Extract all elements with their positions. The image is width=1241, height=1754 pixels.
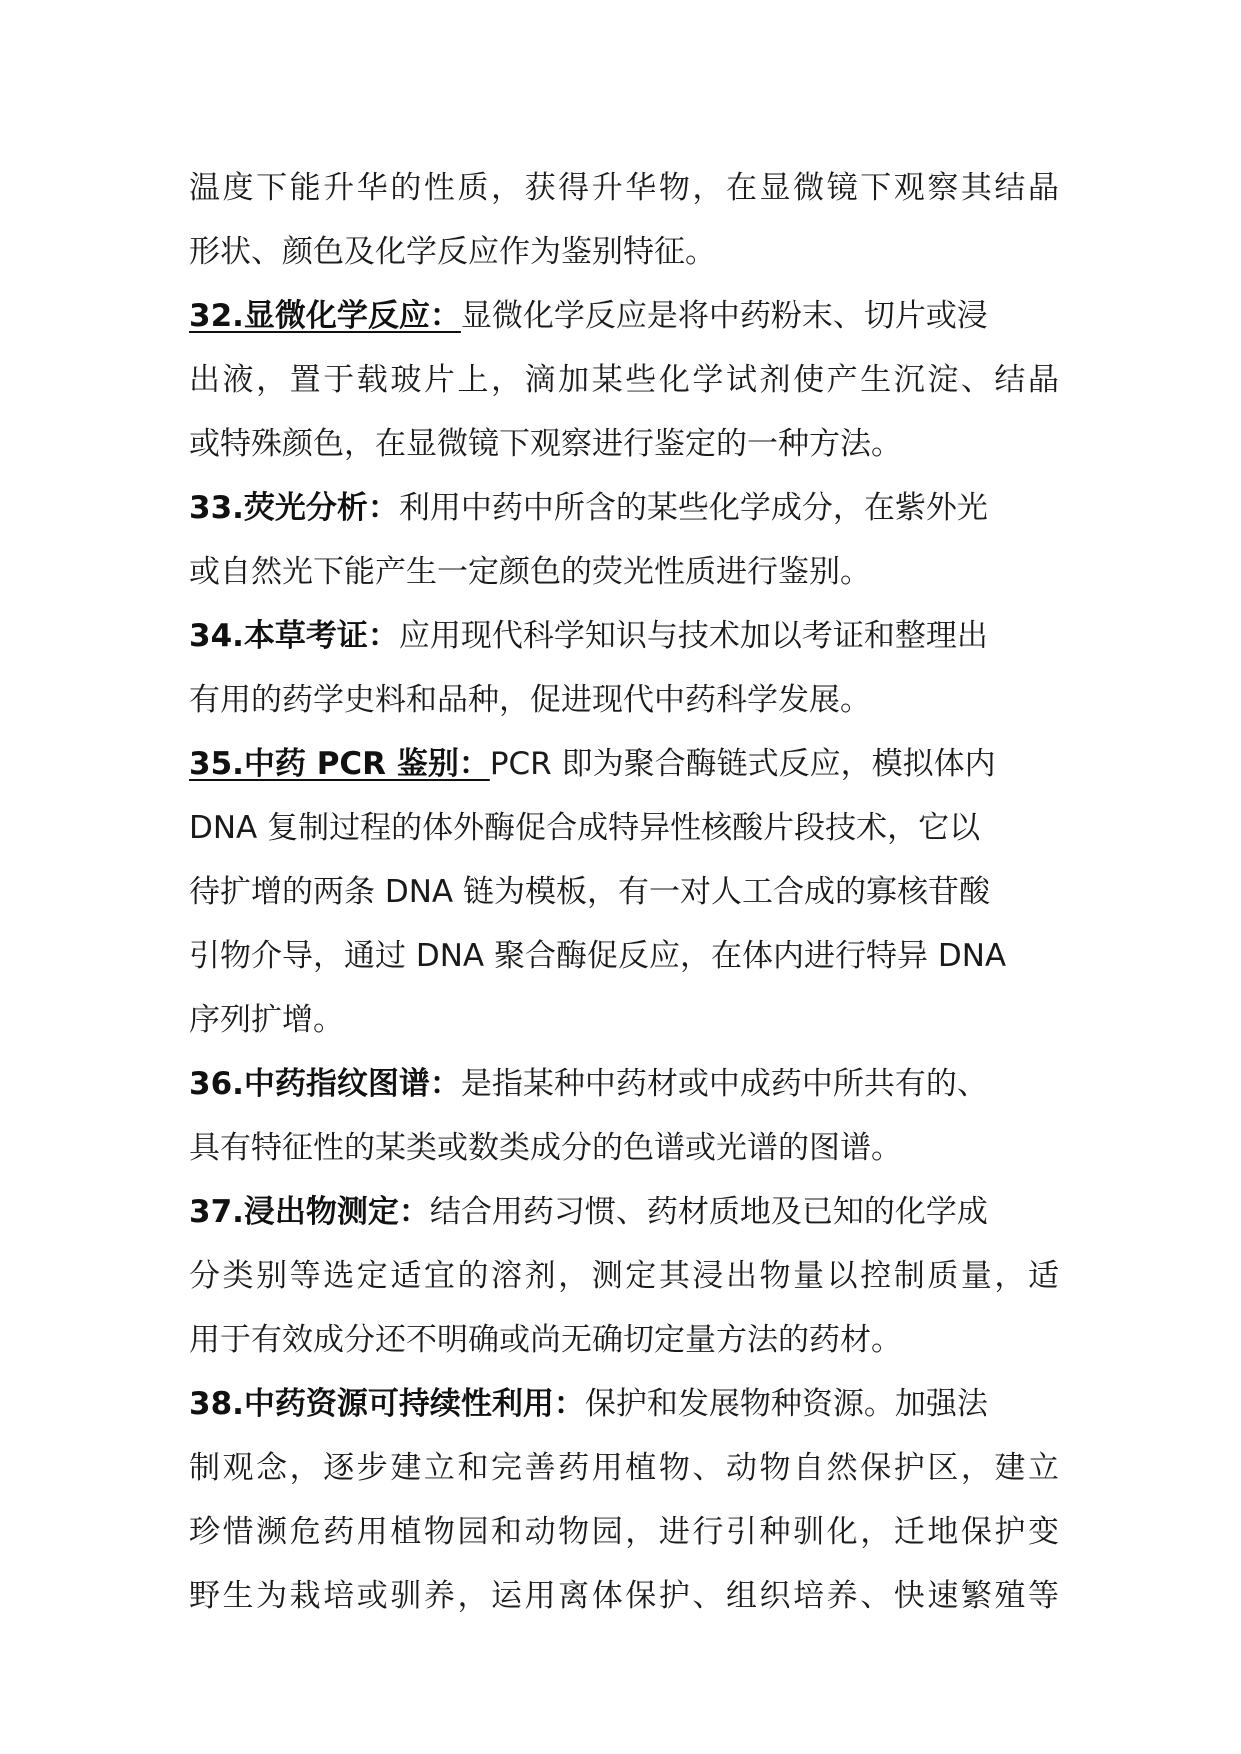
text-line [189,668,1059,732]
term-line-38 [189,1372,1059,1436]
term-heading: 32.显微化学反应： [189,298,461,334]
text-line [189,988,1059,1052]
line-text: 或特殊颜色，在显微镜下观察进行鉴定的一种方法。 [189,426,902,462]
line-text: 结合用药习惯、药材质地及已知的化学成 [429,1194,988,1230]
line-text: 珍惜濒危药用植物园和动物园，进行引种驯化，迁地保护变 [189,1514,1059,1550]
line-text: 有用的药学史料和品种，促进现代中药科学发展。 [189,682,871,718]
line-text: DNA 复制过程的体外酶促合成特异性核酸片段技术，它以 [189,810,981,846]
term-line-35 [189,732,1059,796]
term-line-36 [189,1052,1059,1116]
text-line [189,860,1059,924]
term-heading: 33.荧光分析： [189,490,399,526]
text-line [189,796,1059,860]
line-text: 序列扩增。 [189,1002,344,1038]
document-body [189,156,1059,1628]
text-line [189,1244,1059,1308]
term-heading: 37.浸出物测定： [189,1194,430,1230]
term-heading: 35.中药 PCR 鉴别： [189,746,490,782]
text-line [189,412,1059,476]
line-text: 保护和发展物种资源。加强法 [584,1386,988,1422]
text-line [189,1500,1059,1564]
text-line [189,540,1059,604]
term-heading: 34.本草考证： [189,618,399,654]
term-line-33 [189,476,1059,540]
line-text: 显微化学反应是将中药粉末、切片或浸 [460,298,988,334]
term-line-37 [189,1180,1059,1244]
line-text: 形状、颜色及化学反应作为鉴别特征。 [189,234,716,270]
text-line [189,348,1059,412]
line-text: 待扩增的两条 DNA 链为模板，有一对人工合成的寡核苷酸 [189,874,990,910]
term-line-34 [189,604,1059,668]
text-line [189,1564,1059,1628]
line-text: PCR 即为聚合酶链式反应，模拟体内 [489,746,996,782]
line-text: 制观念，逐步建立和完善药用植物、动物自然保护区，建立 [189,1450,1059,1486]
line-text: 野生为栽培或驯养，运用离体保护、组织培养、快速繁殖等 [189,1578,1059,1614]
line-text: 温度下能升华的性质，获得升华物，在显微镜下观察其结晶 [189,170,1059,206]
text-line [189,924,1059,988]
term-heading: 36.中药指纹图谱： [189,1066,461,1102]
text-line [189,1436,1059,1500]
text-line [189,156,1059,220]
line-text: 用于有效成分还不明确或尚无确切定量方法的药材。 [189,1322,902,1358]
line-text: 或自然光下能产生一定颜色的荧光性质进行鉴别。 [189,554,871,590]
line-text: 具有特征性的某类或数类成分的色谱或光谱的图谱。 [189,1130,902,1166]
line-text: 引物介导，通过 DNA 聚合酶促反应，在体内进行特异 DNA [189,938,1007,974]
line-text: 应用现代科学知识与技术加以考证和整理出 [398,618,988,654]
line-text: 利用中药中所含的某些化学成分，在紫外光 [398,490,988,526]
term-line-32 [189,284,1059,348]
line-text: 分类别等选定适宜的溶剂，测定其浸出物量以控制质量，适 [189,1258,1059,1294]
text-line [189,220,1059,284]
term-heading: 38.中药资源可持续性利用： [189,1386,585,1422]
text-line [189,1308,1059,1372]
line-text: 是指某种中药材或中成药中所共有的、 [460,1066,988,1102]
line-text: 出液，置于载玻片上，滴加某些化学试剂使产生沉淀、结晶 [189,362,1059,398]
text-line [189,1116,1059,1180]
